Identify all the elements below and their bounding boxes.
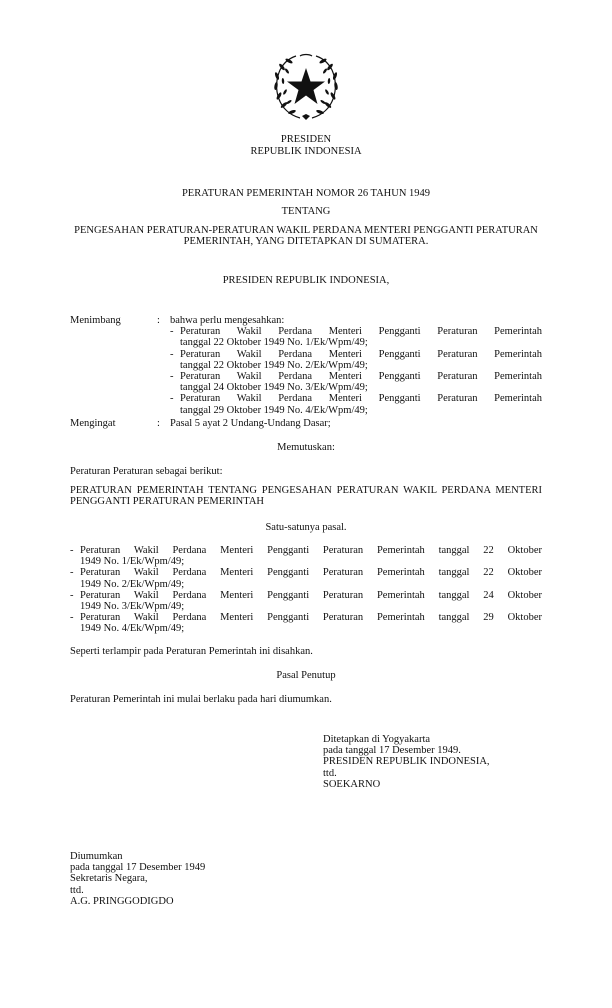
signature-date: pada tanggal 17 Desember 1949. [323, 745, 461, 757]
announcement-name: A.G. PRINGGODIGDO [70, 895, 174, 907]
signature-title: PRESIDEN REPUBLIK INDONESIA, [323, 756, 490, 768]
signature-block [323, 734, 490, 790]
header-line2: REPUBLIK INDONESIA [250, 146, 362, 157]
dash-bullet: - [170, 393, 174, 405]
list-item [70, 567, 542, 589]
list-item [170, 393, 542, 415]
list-item [170, 371, 542, 393]
subject-line1: PENGESAHAN PERATURAN-PERATURAN WAKIL PERDANA MENTERI PENGGANTI PERATURAN [74, 225, 538, 236]
president-heading: PRESIDEN REPUBLIK INDONESIA, [222, 275, 390, 286]
item-line2: tanggal 22 Oktober 1949 No. 1/Ek/Wpm/49; [180, 337, 368, 349]
item-line2: 1949 No. 2/Ek/Wpm/49; [80, 578, 185, 590]
presidential-seal-icon [270, 52, 342, 124]
item-line1: Peraturan Wakil Perdana Menteri Pengganti Peraturan Pemerintah [180, 393, 542, 405]
signature-place: Ditetapkan di Yogyakarta [323, 734, 431, 745]
item-line2: 1949 No. 3/Ek/Wpm/49; [80, 601, 185, 613]
caps-title-line2: PENGGANTI PERATURAN PEMERINTAH [70, 496, 264, 507]
subject-line2: PEMERINTAH, YANG DITETAPKAN DI SUMATERA. [183, 236, 429, 247]
pasal-list [70, 545, 542, 635]
item-line1: Peraturan Wakil Perdana Menteri Pengganti Peraturan Pemerintah [180, 371, 542, 383]
dash-bullet: - [170, 348, 174, 360]
berikut-text: Peraturan Peraturan sebagai berikut: [70, 466, 223, 477]
list-item [70, 545, 542, 567]
header-line1: PRESIDEN [280, 134, 332, 145]
item-line1: Peraturan Wakil Perdana Menteri Pengganti Peraturan Pemerintah tanggal 22 Oktober [80, 545, 542, 556]
announcement-title: Sekretaris Negara, [70, 873, 148, 885]
item-line2: tanggal 22 Oktober 1949 No. 2/Ek/Wpm/49; [180, 359, 368, 371]
list-item [70, 612, 542, 634]
announcement-date: pada tanggal 17 Desember 1949 [70, 862, 206, 874]
item-line1: Peraturan Wakil Perdana Menteri Pengganti Peraturan Pemerintah [180, 348, 542, 360]
menimbang-list [170, 326, 542, 416]
dash-bullet: - [170, 371, 174, 383]
dash-bullet: - [70, 589, 74, 601]
memutuskan-heading: Memutuskan: [277, 442, 335, 453]
signature-ttd: ttd. [323, 767, 337, 779]
list-item [170, 326, 542, 348]
menimbang-intro: bahwa perlu mengesahkan: [170, 315, 285, 326]
item-line2: tanggal 24 Oktober 1949 No. 3/Ek/Wpm/49; [180, 382, 368, 394]
document-title: PERATURAN PEMERINTAH NOMOR 26 TAHUN 1949 [181, 188, 431, 199]
item-line1: Peraturan Wakil Perdana Menteri Pengganti Peraturan Pemerintah tanggal 24 Oktober [80, 589, 542, 601]
item-line2: 1949 No. 1/Ek/Wpm/49; [80, 556, 185, 568]
item-line2: 1949 No. 4/Ek/Wpm/49; [80, 623, 185, 635]
dash-bullet: - [70, 545, 74, 556]
item-line1: Peraturan Wakil Perdana Menteri Pengganti Peraturan Pemerintah tanggal 22 Oktober [80, 567, 542, 579]
mengingat-colon: : [157, 418, 160, 429]
menimbang-label: Menimbang [70, 315, 121, 326]
satu-pasal-heading: Satu-satunya pasal. [265, 522, 347, 533]
announcement-ttd: ttd. [70, 884, 84, 896]
item-line2: tanggal 29 Oktober 1949 No. 4/Ek/Wpm/49; [180, 404, 368, 416]
berlaku-text: Peraturan Pemerintah ini mulai berlaku pada hari diumumkan. [70, 694, 332, 705]
dash-bullet: - [170, 326, 174, 338]
seperti-text: Seperti terlampir pada Peraturan Pemerintah ini disahkan. [70, 646, 313, 657]
announcement-label: Diumumkan [70, 851, 123, 862]
mengingat-label: Mengingat [70, 418, 116, 429]
list-item [70, 590, 542, 612]
announcement-block [70, 851, 205, 907]
menimbang-colon: : [157, 315, 160, 326]
dash-bullet: - [70, 567, 74, 579]
item-line1: Peraturan Wakil Perdana Menteri Pengganti Peraturan Pemerintah [180, 326, 542, 338]
tentang-label: TENTANG [281, 206, 331, 217]
list-item [170, 349, 542, 371]
signature-name: SOEKARNO [323, 778, 381, 790]
item-line1: Peraturan Wakil Perdana Menteri Pengganti Peraturan Pemerintah tanggal 29 Oktober [80, 612, 542, 624]
dash-bullet: - [70, 612, 74, 624]
mengingat-text: Pasal 5 ayat 2 Undang-Undang Dasar; [170, 418, 331, 429]
caps-title-line1: PERATURAN PEMERINTAH TENTANG PENGESAHAN PERATURAN WAKIL PERDANA MENTERI [70, 485, 542, 496]
pasal-penutup-heading: Pasal Penutup [276, 670, 336, 681]
menimbang-section [170, 315, 542, 416]
